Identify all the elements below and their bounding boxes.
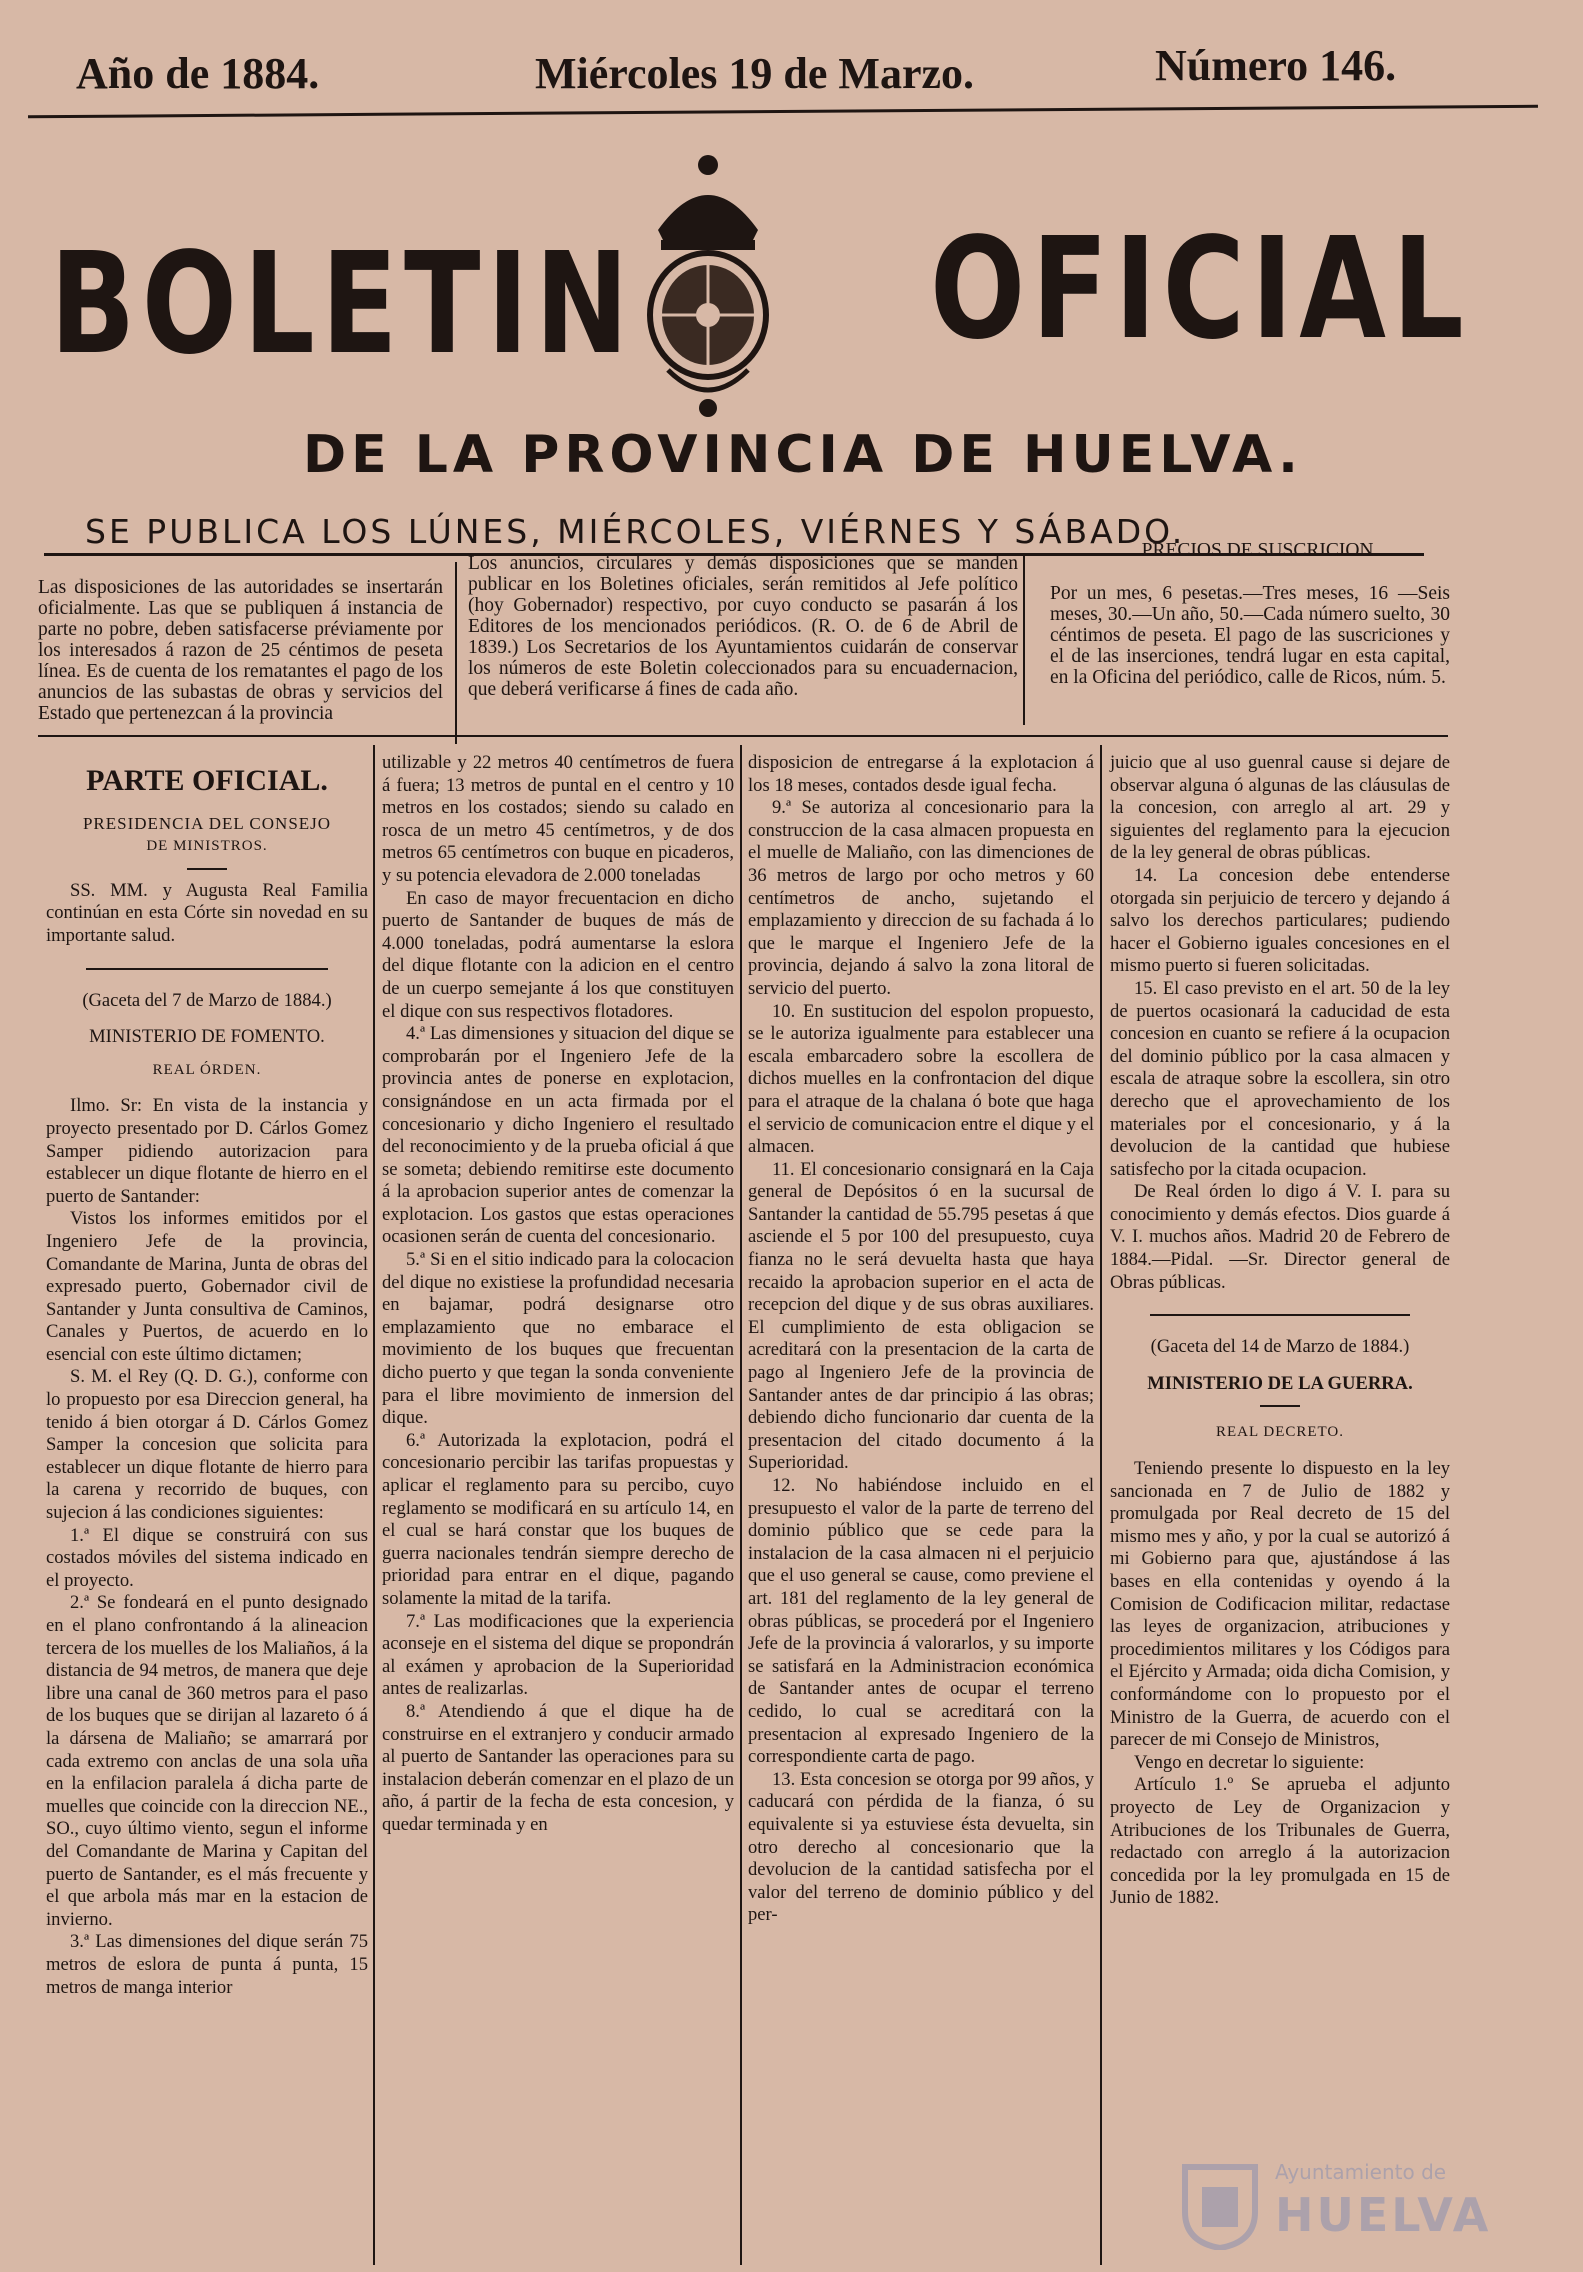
info-bottom-rule bbox=[38, 735, 1448, 737]
paragraph: juicio que al uso guenral cause si dejare de observar alguna ó algunas de las cláusulas de la concesion, con arreglo al art. 29 y siguientes del reglamento para la ejecucion de la ley general de obras públicas. bbox=[1110, 752, 1450, 864]
paragraph: 14. La concesion debe entenderse otorgada sin perjuicio de tercero y dejando á salvo los derechos particulares; pudiendo hacer el Gobierno iguales concesiones en el mismo puerto si fueren solicitadas. bbox=[1110, 864, 1450, 977]
real-orden-heading: REAL ÓRDEN. bbox=[152, 1061, 262, 1078]
paragraph: 5.ª Si en el sitio indicado para la colocacion del dique no existiese la profundidad necesaria en bajamar, podrá designarse otro emplazamiento que no embarace el movimiento de los buques que frecuentan dicho puerto y que tegan la sonda conveniente para el libre movimiento de inmersion del dique. bbox=[382, 1249, 734, 1429]
prices-title: PRECIOS DE SUSCRICION. bbox=[1141, 540, 1379, 561]
paragraph: 8.ª Atendiendo á que el dique ha de construirse en el extranjero y conducir armado al puerto de Santander las operaciones para su instalacion deberán comenzar en el plazo de un año, á partir de la fecha de esta concesion, y quedar terminada y en bbox=[382, 1700, 734, 1835]
date: Miércoles 19 de Marzo. bbox=[535, 49, 975, 98]
header-rule bbox=[28, 105, 1538, 119]
royal-crest-icon bbox=[628, 140, 788, 430]
column-divider bbox=[373, 745, 375, 2265]
divider bbox=[86, 968, 328, 970]
gaceta-reference: (Gaceta del 7 de Marzo de 1884.) bbox=[82, 989, 332, 1011]
info-divider bbox=[455, 562, 457, 744]
real-decreto-heading: REAL DECRETO. bbox=[1216, 1424, 1344, 1441]
divider bbox=[187, 868, 227, 870]
column-3 bbox=[748, 752, 1094, 1927]
parte-oficial-heading: PARTE OFICIAL. bbox=[86, 764, 328, 797]
paragraph: 9.ª Se autoriza al concesionario para la construccion de la casa almacen propuesta en el muelle de Maliaño, con las dimenciones de 36 metros de largo por ocho metros y 60 centímetros de ancho, sujetando el emplazamiento y direccion de su fachada á lo que le marque el Ingeniero Jefe de la provincia, dejando á salvo la zona litoral de servicio del puerto. bbox=[748, 797, 1094, 999]
year: Año de 1884. bbox=[76, 49, 320, 98]
paragraph: Artículo 1.º Se aprueba el adjunto proyecto de Ley de Organizacion y Atribuciones de los Tribunales de Guerra, redactado con arreglo á la autorizacion concedida por la ley promulgada en 15 de Junio de 1882. bbox=[1110, 1774, 1450, 1909]
paragraph: 10. En sustitucion del espolon propuesto, se le autoriza igualmente para establecer una escala embarcadero sobre la escollera de dichos muelles en la confrontacion del dique para el atraque de la chalana ó bote que haga el servicio de comunicacion entre el dique y el almacen. bbox=[748, 1000, 1094, 1158]
info-divider bbox=[1023, 555, 1025, 725]
paragraph: 1.ª El dique se construirá con sus costados móviles del sistema indicado en el proyecto. bbox=[46, 1524, 368, 1591]
watermark-line1: Ayuntamiento de bbox=[1275, 2160, 1447, 2184]
city-shield-icon bbox=[1180, 2162, 1260, 2250]
info-insertions: Las disposiciones de las autoridades se insertarán oficialmente. Las que se publiquen á instancia de parte no pobre, deben satisfacerse préviamente por los interesados á razon de 25 céntimos de peseta línea. Es de cuenta de los rematantes el pago de los anuncios de las subastas de obras y servicios del Estado que pertenezcan á la provincia bbox=[38, 577, 443, 724]
watermark-line2: HUELVA bbox=[1275, 2188, 1492, 2242]
huelva-watermark bbox=[1180, 2152, 1510, 2252]
paragraph: S. M. el Rey (Q. D. G.), conforme con lo propuesto por esa Direccion general, ha tenido á bien otorgar á D. Cárlos Gomez Samper la concesion que solicita para establecer un dique flotante de hierro para la carena y recorrido de buques, con sujecion á las condiciones siguientes: bbox=[46, 1366, 368, 1524]
paragraph: En caso de mayor frecuentacion en dicho puerto de Santander de buques de más de 4.000 toneladas, podrá aumentarse la eslora del dique flotante con la adicion en el centro de un cuerpo semejante á los que constituyen el dique con sus respectivos flotadores. bbox=[382, 887, 734, 1022]
paragraph: disposicion de entregarse á la explotacion á los 18 meses, contados desde igual fecha. bbox=[748, 752, 1094, 796]
column-1 bbox=[46, 752, 368, 1999]
issue-number: Número 146. bbox=[1155, 41, 1397, 90]
column-divider bbox=[1100, 745, 1102, 2265]
title-right: OFICIAL bbox=[930, 208, 1471, 371]
title-left: BOLETIN bbox=[50, 223, 636, 386]
paragraph: SS. MM. y Augusta Real Familia continúan en esta Córte sin novedad en su importante salud. bbox=[46, 879, 368, 946]
paragraph: 4.ª Las dimensiones y situacion del dique se comprobarán por el Ingeniero Jefe de la provincia antes de ponerse en explotacion, consignándose en un acta firmada por el concesionario y dicho Ingeniero el resultado del reconocimiento y de la prueba oficial á que se someta; debiendo remitirse este documento á la aprobacion superior antes de comenzar la explotacion. Los gastos que estas operaciones ocasionen serán de cuenta del concesionario. bbox=[382, 1023, 734, 1248]
paragraph: 2.ª Se fondeará en el punto designado en el plano confrontando á la alineacion tercera de los muelles de los Maliaños, á la distancia de 94 metros, de manera que deje libre una canal de 360 metros para el paso de los buques que se dirijan al lazareto ó á la dársena de Maliaño; se amarrará por cada extremo con anclas de una sola uña en la enfilacion paralela á dicha parte de muelles que coincide con la direccion NE., SO., cuyo último viento, segun el informe del Comandante de Marina y Capitan del puerto de Santander, es el más frecuente y el que arbola más mar en la estacion de invierno. bbox=[46, 1592, 368, 1930]
column-4 bbox=[1110, 752, 1450, 1910]
paragraph: Ilmo. Sr: En vista de la instancia y proyecto presentado por D. Cárlos Gomez Samper pidiendo autorizacion para establecer un dique flotante de hierro en el puerto de Santander: bbox=[46, 1095, 368, 1207]
paragraph: De Real órden lo digo á V. I. para su conocimiento y demás efectos. Dios guarde á V. I. muchos años. Madrid 20 de Febrero de 1884.—Pidal. —Sr. Director general de Obras públicas. bbox=[1110, 1181, 1450, 1293]
divider bbox=[1150, 1314, 1410, 1316]
column-2 bbox=[382, 752, 734, 1837]
info-announcements: Los anuncios, circulares y demás disposiciones que se manden publicar en los Boletines oficiales, serán remitidos al Jefe político (hoy Gobernador) respectivo, por cuyo conducto se pasarán á los Editores de los mencionados periódicos. (R. O. de 6 de Abril de 1839.) Los Secretarios de los Ayuntamientos cuidarán de conservar los números de este Boletin coleccionados para su encuadernacion, que deberá verificarse á fines de cada año. bbox=[468, 553, 1018, 700]
info-prices: Por un mes, 6 pesetas.—Tres meses, 16 —Seis meses, 30.—Un año, 50.—Cada número suelto, 30 céntimos de peseta. El pago de las suscriciones y el de las inserciones, tendrá lugar en esta capital, en la Oficina del periódico, calle de Ricos, núm. 5. bbox=[1050, 583, 1450, 688]
paragraph: Teniendo presente lo dispuesto en la ley sancionada en 7 de Julio de 1882 y promulgada por Real decreto de 15 del mismo mes y año, y por la cual se autorizó á mi Gobierno para que, ajustándose á las bases en ella contenidas y oyendo á la Comision de Codificacion militar, redactase las leyes de organizacion, atribuciones y procedimientos militares y los Códigos para el Ejército y Armada; oida dicha Comision, y conformándome con lo propuesto por el Ministro de la Guerra, de acuerdo con el parecer de mi Consejo de Ministros, bbox=[1110, 1458, 1450, 1751]
publication-days: SE PUBLICA LOS LÚNES, MIÉRCOLES, VIÉRNES Y SÁBADO. bbox=[85, 512, 1186, 551]
divider bbox=[1260, 1405, 1300, 1407]
paragraph: 12. No habiéndose incluido en el presupuesto el valor de la parte de terreno del dominio público que se cede para la instalacion de la casa almacen ni el perjuicio que el uso general se cause, como previene el art. 181 del reglamento de la ley general de obras públicas, se procederá por el Ingeniero Jefe de la provincia á valorarlos, y su importe se satisfará en la Administracion económica de Santander antes de ocupar el terreno cedido, lo cual se acreditará con la presentacion al expresado Ingeniero de la correspondiente carta de pago. bbox=[748, 1475, 1094, 1768]
paragraph: 6.ª Autorizada la explotacion, podrá el concesionario percibir las tarifas propuestas y aplicar el reglamento para su percibo, cuyo reglamento se modificará en su artículo 14, en el cual se hará constar que los buques de guerra nacionales tendrán siempre derecho de prioridad para entrar en el dique, pagando solamente la mitad de la tarifa. bbox=[382, 1429, 734, 1609]
gaceta-reference: (Gaceta del 14 de Marzo de 1884.) bbox=[1150, 1336, 1410, 1358]
presidencia-heading: PRESIDENCIA DEL CONSEJO bbox=[82, 813, 332, 833]
paragraph: 15. El caso previsto en el art. 50 de la ley de puertos ocasionará la caducidad de esta concesion en cuanto se refiere á la ocupacion del dominio público por la casa almacen y escala de atraque sobre la escollera, sin otro derecho que el aprovechamiento de los materiales por el concesionario, y á la devolucion de la cantidad que hubiese satisfecho por la citada ocupacion. bbox=[1110, 977, 1450, 1180]
paragraph: Vengo en decretar lo siguiente: bbox=[1134, 1751, 1365, 1773]
column-divider bbox=[740, 745, 742, 2265]
paragraph: 7.ª Las modificaciones que la experiencia aconseje en el sistema del dique se propondrán al exámen y aprobacion de la Superioridad antes de realizarlas. bbox=[382, 1610, 734, 1700]
ministros-heading: DE MINISTROS. bbox=[146, 838, 268, 855]
paragraph: 3.ª Las dimensiones del dique serán 75 metros de eslora de punta á punta, 15 metros de manga interior bbox=[46, 1931, 368, 1998]
ministerio-guerra-heading: MINISTERIO DE LA GUERRA. bbox=[1147, 1372, 1413, 1394]
paragraph: utilizable y 22 metros 40 centímetros de fuera á fuera; 13 metros de puntal en el centro y 10 metros en los costados; siendo su calado en rosca de un metro 45 centímetros, y de dos metros 65 centímetros con buque en picaderos, y su potencia elevadora de 2.000 toneladas bbox=[382, 752, 734, 886]
paragraph: 11. El concesionario consignará en la Caja general de Depósitos ó en la sucursal de Santander la cantidad de 55.795 pesetas á que asciende el 5 por 100 del presupuesto, cuya fianza no le será devuelta hasta que haya recaido la aprobacion superior en el acta de recepcion del dique y de sus obras auxiliares. El cumplimiento de esta obligacion se acreditará con la presentacion de la carta de pago al Ingeniero Jefe de la provincia de Santander antes de dar principio á las obras; debiendo dicho funcionario dar cuenta de la presentacion del citado documento á la Superioridad. bbox=[748, 1158, 1094, 1474]
subtitle: DE LA PROVINCIA DE HUELVA. bbox=[303, 425, 1303, 485]
paragraph: Vistos los informes emitidos por el Ingeniero Jefe de la provincia, Comandante de Marina, Junta de obras del expresado puerto, Gobernador civil de Santander y Junta consultiva de Caminos, Canales y Puertos, de acuerdo en lo esencial con este último dictamen; bbox=[46, 1208, 368, 1365]
ministerio-fomento-heading: MINISTERIO DE FOMENTO. bbox=[89, 1026, 325, 1048]
paragraph: 13. Esta concesion se otorga por 99 años, y caducará con pérdida de la fianza, ó su equivalente si ya estuviese ésta devuelta, sin otro derecho al concesionario que la devolucion de la cantidad satisfecha por el valor del terreno de dominio público y del per- bbox=[748, 1768, 1094, 1926]
